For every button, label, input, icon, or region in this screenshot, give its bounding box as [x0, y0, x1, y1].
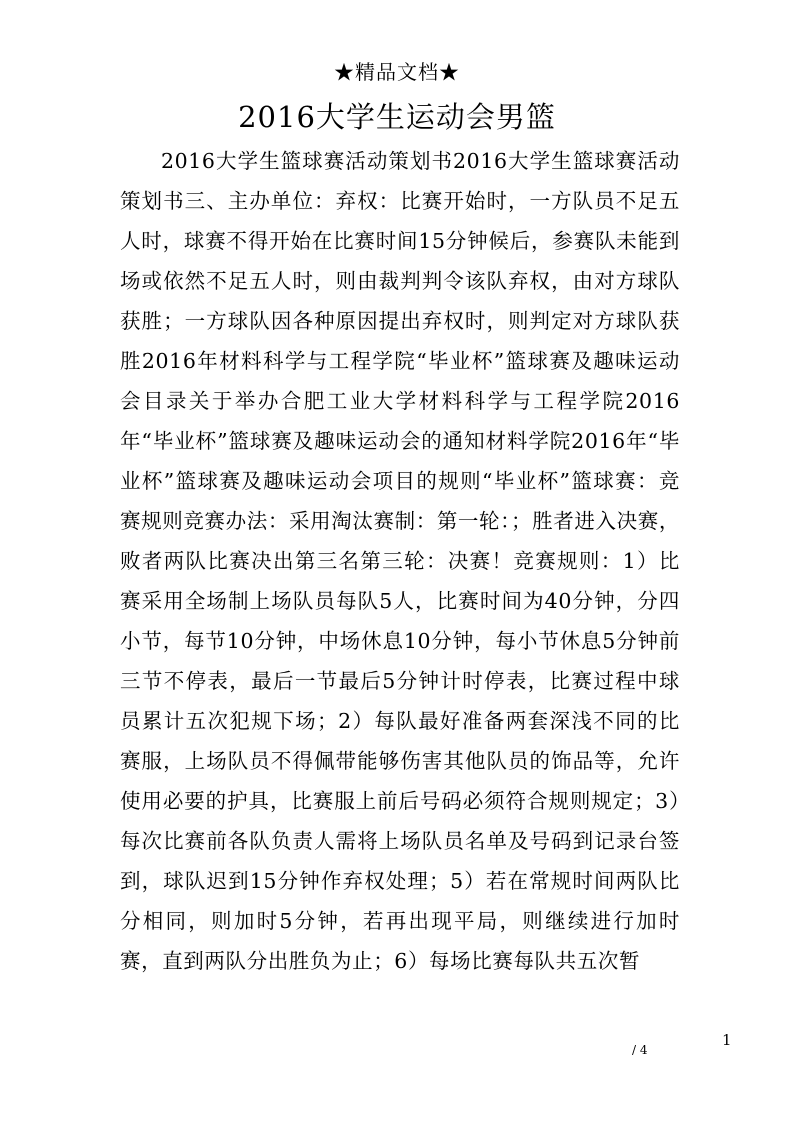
document-header: ★精品文档★ — [334, 60, 460, 84]
body-paragraph: 2016大学生篮球赛活动策划书2016大学生篮球赛活动策划书三、主办单位：弃权：比赛开始时，一方队员不足五人时，球赛不得开始在比赛时间15分钟候后，参赛队未能到场或依然不足五人时，则由裁判判令该队弃权，由对方球队获胜；一方球队因各种原因提出弃权时，则判定对方球队获胜2016年材料科学与工程学院“毕业杯”篮球赛及趣味运动会目录关于举办合肥工业大学材料科学与工程学院2016年“毕业杯”篮球赛及趣味运动会的通知材料学院2016年“毕业杯”篮球赛及趣味运动会项目的规则“毕业杯”篮球赛：竞赛规则竞赛办法：采用淘汰赛制：第一轮：；胜者进入决赛，败者两队比赛决出第三名第三轮：决赛！竞赛规则：1）比赛采用全场制上场队员每队5人，比赛时间为40分钟，分四小节，每节10分钟，中场休息10分钟，每小节休息5分钟前三节不停表，最后一节最后5分钟计时停表，比赛过程中球员累计五次犯规下场；2）每队最好准备两套深浅不同的比赛服，上场队员不得佩带能够伤害其他队员的饰品等，允许使用必要的护具，比赛服上前后号码必须符合规则规定；3）每次比赛前各队负责人需将上场队员名单及号码到记录台签到，球队迟到15分钟作弃权处理；5）若在常规时间两队比分相同，则加时5分钟，若再出现平局，则继续进行加时赛，直到两队分出胜负为止；6）每场比赛每队共五次暂 — [120, 149, 680, 973]
document-title: 2016大学生运动会男篮 — [238, 100, 556, 134]
page-number: 1 — [722, 1031, 732, 1049]
page-count: / 4 — [632, 1043, 648, 1057]
